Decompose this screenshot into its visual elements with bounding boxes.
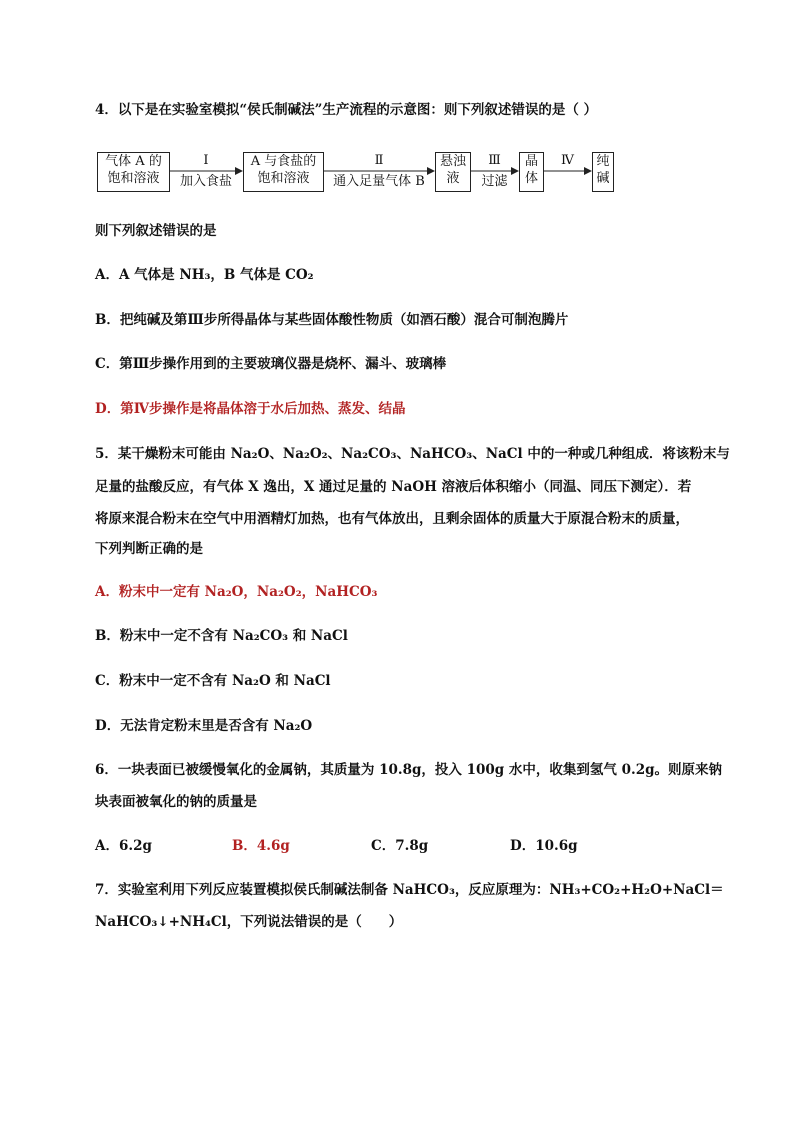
step2-text: 通入足量气体 B bbox=[333, 174, 425, 189]
q6-option-c: C．7.8g bbox=[371, 838, 429, 854]
flow-box-a-salt-solution bbox=[243, 152, 324, 192]
q5-stem-line4: 下列判断正确的是 bbox=[95, 541, 203, 557]
q7-stem-line1: 7．实验室利用下列反应装置模拟侯氏制碱法制备 NaHCO₃，反应原理为：NH₃+CO₂+H₂O+NaCl＝ bbox=[95, 882, 724, 898]
flow-box-gas-a-solution bbox=[97, 152, 170, 192]
step4-number: Ⅳ bbox=[561, 153, 574, 168]
flow-box-crystal bbox=[519, 152, 544, 192]
step2-number: Ⅱ bbox=[374, 153, 384, 168]
q5-option-d: D．无法肯定粉末里是否含有 Na₂O bbox=[95, 718, 313, 734]
q4-option-d-answer: D．第Ⅳ步操作是将晶体溶于水后加热、蒸发、结晶 bbox=[95, 401, 406, 417]
q6-option-d: D．10.6g bbox=[510, 838, 578, 854]
box4-line2: 体 bbox=[524, 171, 538, 186]
q4-option-a: A．A 气体是 NH₃，B 气体是 CO₂ bbox=[95, 267, 314, 283]
box3-line1: 悬浊 bbox=[439, 154, 466, 169]
q6-stem-line2: 块表面被氧化的钠的质量是 bbox=[95, 794, 257, 810]
q6-option-a: A．6.2g bbox=[95, 838, 152, 854]
q5-stem-line2: 足量的盐酸反应，有气体 X 逸出，X 通过足量的 NaOH 溶液后体积缩小（同温、同压下测定）．若 bbox=[95, 479, 692, 495]
box2-line1: A 与食盐的 bbox=[250, 154, 317, 169]
q5-stem-line3: 将原来混合粉末在空气中用酒精灯加热，也有气体放出，且剩余固体的质量大于原混合粉末的质量， bbox=[95, 511, 689, 527]
step3-number: Ⅲ bbox=[488, 153, 501, 168]
q6-option-b-answer: B．4.6g bbox=[232, 838, 290, 854]
q6-stem-line1: 6．一块表面已被缓慢氧化的金属钠，其质量为 10.8g，投入 100g 水中，收集到氢气 0.2g。则原来钠 bbox=[95, 762, 723, 778]
box5-line2: 碱 bbox=[596, 171, 610, 186]
q4-stem: 4．以下是在实验室模拟“侯氏制碱法”生产流程的示意图：则下列叙述错误的是（ ） bbox=[95, 102, 598, 118]
box5-line1: 纯 bbox=[596, 154, 610, 169]
q5-option-b: B．粉末中一定不含有 Na₂CO₃ 和 NaCl bbox=[95, 628, 348, 644]
flow-box-soda bbox=[592, 152, 614, 192]
box1-line1: 气体 A 的 bbox=[105, 154, 162, 169]
q5-option-c: C．粉末中一定不含有 Na₂O 和 NaCl bbox=[95, 673, 331, 689]
q5-stem-line1: 5．某干燥粉末可能由 Na₂O、Na₂O₂、Na₂CO₃、NaHCO₃、NaCl 中的一种或几种组成．将该粉末与 bbox=[95, 446, 730, 462]
q5-option-a-answer: A．粉末中一定有 Na₂O，Na₂O₂，NaHCO₃ bbox=[95, 584, 378, 600]
step3-text: 过滤 bbox=[481, 174, 508, 189]
q4-option-b: B．把纯碱及第Ⅲ步所得晶体与某些固体酸性物质（如酒石酸）混合可制泡腾片 bbox=[95, 312, 569, 328]
box1-line2: 饱和溶液 bbox=[107, 171, 160, 186]
box2-line2: 饱和溶液 bbox=[257, 171, 310, 186]
q4-option-c: C．第Ⅲ步操作用到的主要玻璃仪器是烧杯、漏斗、玻璃棒 bbox=[95, 356, 447, 372]
step1-text: 加入食盐 bbox=[179, 174, 232, 189]
box3-line2: 液 bbox=[446, 171, 460, 186]
step1-number: Ⅰ bbox=[203, 153, 209, 168]
q7-stem-line2: NaHCO₃↓+NH₄Cl，下列说法错误的是（ ） bbox=[95, 914, 403, 930]
flow-box-suspension bbox=[435, 152, 471, 192]
box4-line1: 晶 bbox=[524, 154, 538, 169]
q4-prompt: 则下列叙述错误的是 bbox=[95, 223, 217, 239]
